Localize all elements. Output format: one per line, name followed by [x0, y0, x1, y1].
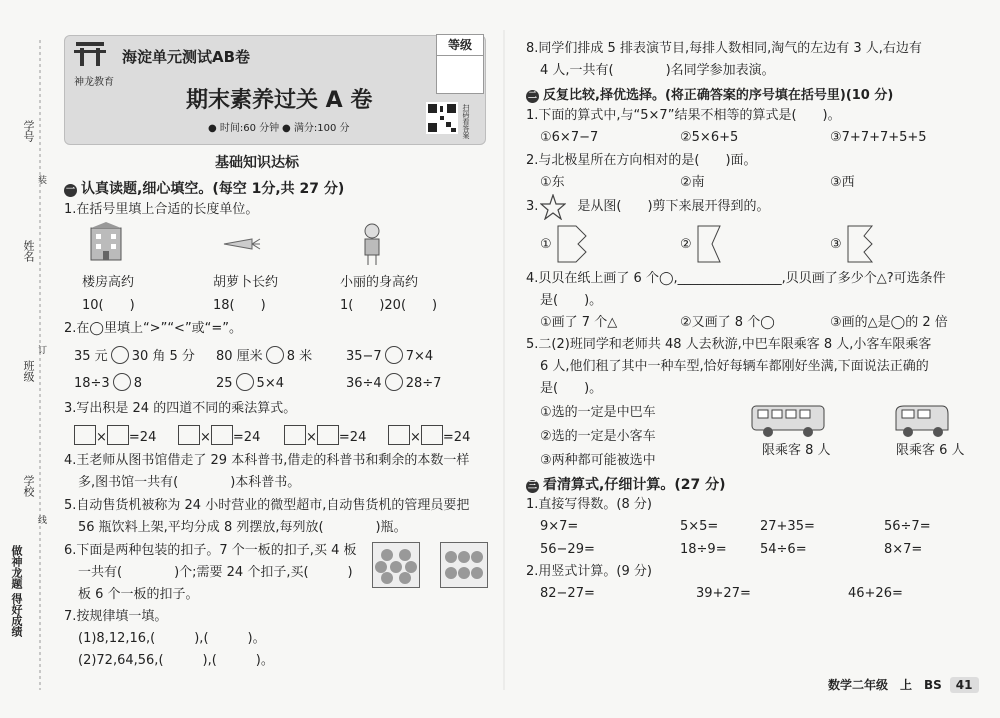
section-2-title: 反复比较,择优选择。(将正确答案的序号填在括号里)(10 分)	[543, 88, 894, 103]
q1-2-item-4	[74, 373, 142, 393]
calc-item-6[interactable]: 18÷9=	[680, 542, 727, 557]
compare-left: 80 厘米	[216, 349, 263, 364]
q2-5-line-1: 5.二(2)班同学和老师共 48 人去秋游,中巴车限乘客 8 人,小客车限乘客	[526, 337, 932, 352]
q2-2-text: 2.与北极星所在方向相对的是( )面。	[526, 153, 757, 168]
factor-box[interactable]	[388, 425, 410, 445]
q2-1-text: 1.下面的算式中,与“5×7”结果不相等的算式是( )。	[526, 108, 841, 123]
q1-6-line-3: 板 6 个一板的扣子。	[78, 587, 199, 602]
q2-4-option-2[interactable]: ②又画了 8 个◯	[680, 315, 775, 330]
compare-left: 18÷3	[74, 376, 110, 391]
q1-3-text: 3.写出积是 24 的四道不同的乘法算式。	[64, 401, 297, 416]
product-text: =24	[128, 430, 157, 445]
calc-item-7[interactable]: 54÷6=	[760, 542, 807, 557]
calc-item-2[interactable]: 5×5=	[680, 519, 719, 534]
q1-2-item-3	[346, 346, 433, 366]
q1-6-line-1: 6.下面是两种包装的扣子。7 个一板的扣子,买 4 板	[64, 543, 357, 558]
q2-1-option-1[interactable]: ①6×7−7	[540, 130, 599, 145]
factor-box[interactable]	[74, 425, 96, 445]
section-3-heading	[526, 474, 725, 494]
page-number: 41	[950, 677, 979, 693]
q2-3-option-3[interactable]: ③	[830, 237, 842, 252]
q1-4-line-2[interactable]: 多,图书馆一共有( )本科普书。	[78, 475, 301, 490]
compare-right: 28÷7	[405, 376, 442, 391]
factor-box[interactable]	[211, 425, 233, 445]
q1-1-answer-carrot[interactable]: 18( )	[213, 298, 266, 313]
folded-paper-2-icon	[696, 224, 732, 264]
compare-right: 30 角 5 分	[131, 349, 195, 364]
compare-right: 7×4	[405, 349, 434, 364]
exam-time: ● 时间:60 分钟	[208, 123, 280, 134]
q3-1-text: 1.直接写得数。(8 分)	[526, 497, 652, 512]
series-name: 海淀单元测试AB卷	[122, 48, 251, 66]
gutter-slogan: 做神龙题 得好成绩	[10, 545, 23, 637]
q1-7-seq-2[interactable]: (2)72,64,56,( ),( )。	[78, 653, 274, 668]
grade-box	[436, 34, 484, 94]
factor-box[interactable]	[317, 425, 339, 445]
gutter-label-class: 班级	[22, 360, 35, 382]
brand-gate-icon	[70, 38, 110, 76]
brand-name: 神龙教育	[74, 77, 114, 88]
footer-subject: 数学二年级 上 BS	[828, 678, 942, 692]
q2-3-option-2[interactable]: ②	[680, 237, 692, 252]
product-text: =24	[232, 430, 261, 445]
calc-item-5[interactable]: 56−29=	[540, 542, 595, 557]
gutter-circle-3: 线	[36, 515, 46, 524]
exam-score: ● 满分:100 分	[282, 123, 350, 134]
girl-icon	[358, 222, 386, 266]
section-2-number: 二	[527, 91, 537, 101]
page-fold-line	[503, 30, 505, 690]
compare-right: 5×4	[256, 376, 284, 391]
compare-circle[interactable]	[113, 373, 131, 391]
vertical-calc-3[interactable]: 46+26=	[848, 586, 903, 601]
q1-5-line-2[interactable]: 56 瓶饮料上架,平均分成 8 列摆放,每列放( )瓶。	[78, 520, 407, 535]
q1-5-line-1: 5.自动售货机被称为 24 小时营业的微型超市,自动售货机的管理员要把	[64, 498, 470, 513]
gutter-label-school: 学校	[22, 475, 35, 497]
minibus-caption: 限乘客 8 人	[762, 443, 831, 458]
compare-right: 8	[133, 376, 142, 391]
q2-5-line-3[interactable]: 是( )。	[540, 381, 603, 396]
factor-box[interactable]	[178, 425, 200, 445]
qr-code-icon[interactable]	[426, 102, 458, 134]
q1-1-answer-building[interactable]: 10( )	[82, 298, 135, 313]
gutter-label-name: 姓名	[22, 240, 35, 262]
compare-circle[interactable]	[385, 346, 403, 364]
gutter-label-student-id: 学号	[22, 120, 35, 142]
product-text: =24	[338, 430, 367, 445]
q1-6-line-2[interactable]: 一共有( )个;需要 24 个扣子,买( )	[78, 565, 353, 580]
q1-1-caption-girl: 小丽的身高约	[340, 275, 419, 290]
q1-3-blank-1[interactable]: × =24	[74, 425, 156, 447]
q2-4-option-3[interactable]: ③画的△是◯的 2 倍	[830, 315, 948, 330]
factor-box[interactable]	[421, 425, 443, 445]
q2-5-option-1[interactable]: ①选的一定是中巴车	[540, 405, 656, 420]
section-subtitle: 基础知识达标	[215, 155, 299, 171]
button-pack-6	[440, 542, 488, 588]
compare-left: 36÷4	[346, 376, 382, 391]
calc-item-1[interactable]: 9×7=	[540, 519, 579, 534]
q1-2-item-2	[216, 346, 312, 366]
q2-2-option-1[interactable]: ①东	[540, 175, 565, 190]
q2-2-option-3[interactable]: ③西	[830, 175, 855, 190]
q1-3-blank-4[interactable]: × =24	[388, 425, 470, 447]
compare-circle[interactable]	[385, 373, 403, 391]
building-icon	[88, 222, 124, 262]
q3-2-text: 2.用竖式计算。(9 分)	[526, 564, 652, 579]
q1-3-blank-3[interactable]: × =24	[284, 425, 366, 447]
page-footer	[828, 676, 979, 693]
calc-item-4[interactable]: 56÷7=	[884, 519, 931, 534]
q1-1-text: 1.在括号里填上合适的长度单位。	[64, 202, 259, 217]
minibus-icon	[750, 402, 828, 440]
compare-left: 25	[216, 376, 233, 391]
q1-2-item-1	[74, 346, 195, 366]
q1-2-item-6	[346, 373, 441, 393]
vertical-calc-2[interactable]: 39+27=	[696, 586, 751, 601]
folded-paper-3-icon	[846, 224, 882, 264]
q2-5-line-2: 6 人,他们租了其中一种车型,恰好每辆车都刚好坐满,下面说法正确的	[540, 359, 929, 374]
button-pack-7	[372, 542, 420, 588]
q1-2-item-5	[216, 373, 284, 393]
q1-1-caption-carrot: 胡萝卜长约	[213, 275, 279, 290]
compare-circle[interactable]	[111, 346, 129, 364]
q2-4-line-2[interactable]: 是( )。	[540, 293, 603, 308]
exam-time-text: 时间:60 分钟	[219, 123, 280, 134]
compare-left: 35 元	[74, 349, 108, 364]
q2-4-option-1[interactable]: ①画了 7 个△	[540, 315, 618, 330]
section-3-title: 看清算式,仔细计算。(27 分)	[543, 477, 726, 493]
q2-1-option-2[interactable]: ②5×6+5	[680, 130, 739, 145]
section-1-heading	[64, 178, 344, 198]
q1-7-seq-1[interactable]: (1)8,12,16,( ),( )。	[78, 631, 266, 646]
q1-8-line-1: 8.同学们排成 5 排表演节目,每排人数相同,淘气的左边有 3 人,右边有	[526, 41, 922, 56]
q1-1-caption-building: 楼房高约	[82, 275, 135, 290]
factor-box[interactable]	[284, 425, 306, 445]
q2-3-option-1[interactable]: ①	[540, 237, 552, 252]
section-2-heading	[526, 84, 893, 103]
product-text: =24	[442, 430, 471, 445]
gutter-circle-2: 订	[36, 345, 46, 354]
q2-5-option-3[interactable]: ③两种都可能被选中	[540, 453, 656, 468]
vertical-calc-1[interactable]: 82−27=	[540, 586, 595, 601]
grade-label: 等级	[437, 35, 483, 56]
exam-title: 期末素养过关 A 卷	[186, 88, 373, 113]
section-1-number: 一	[65, 185, 75, 195]
q1-4-line-1: 4.王老师从图书馆借走了 29 本科普书,借走的科普书和剩余的本数一样	[64, 453, 470, 468]
factor-box[interactable]	[107, 425, 129, 445]
q2-3-text: 3. 是从图( )剪下来展开得到的。	[526, 199, 770, 214]
calc-item-3[interactable]: 27+35=	[760, 519, 815, 534]
exam-score-text: 满分:100 分	[293, 123, 350, 134]
compare-circle[interactable]	[266, 346, 284, 364]
compare-left: 35−7	[346, 349, 382, 364]
q2-4-line-1: 4.贝贝在纸上画了 6 个◯,________________,贝贝画了多少个△?可选条件	[526, 271, 946, 286]
q2-1-option-3[interactable]: ③7+7+7+5+5	[830, 130, 927, 145]
compare-right: 8 米	[286, 349, 313, 364]
binding-gutter	[0, 0, 52, 718]
folded-paper-1-icon	[556, 224, 592, 264]
buttons-6-icon	[441, 543, 487, 587]
van-icon	[892, 402, 952, 440]
buttons-7-icon	[373, 543, 419, 587]
compare-circle[interactable]	[236, 373, 254, 391]
carrot-icon	[222, 236, 262, 252]
section-3-number: 三	[527, 481, 537, 491]
q1-7-text: 7.按规律填一填。	[64, 609, 168, 624]
q1-8-line-2[interactable]: 4 人,一共有( )名同学参加表演。	[540, 63, 775, 78]
q2-2-option-2[interactable]: ②南	[680, 175, 705, 190]
van-caption: 限乘客 6 人	[896, 443, 965, 458]
section-1-title: 认真读题,细心填空。(每空 1分,共 27 分)	[81, 181, 345, 197]
q1-2-text: 2.在◯里填上“>”“<”或“=”。	[64, 321, 243, 336]
q2-5-option-2[interactable]: ②选的一定是小客车	[540, 429, 656, 444]
q1-1-answer-girl[interactable]: 1( )20( )	[340, 298, 438, 313]
q1-3-blank-2[interactable]: × =24	[178, 425, 260, 447]
gutter-circle-1: 装	[36, 175, 46, 184]
qr-caption: 扫码看答案	[462, 104, 470, 139]
calc-item-8[interactable]: 8×7=	[884, 542, 923, 557]
